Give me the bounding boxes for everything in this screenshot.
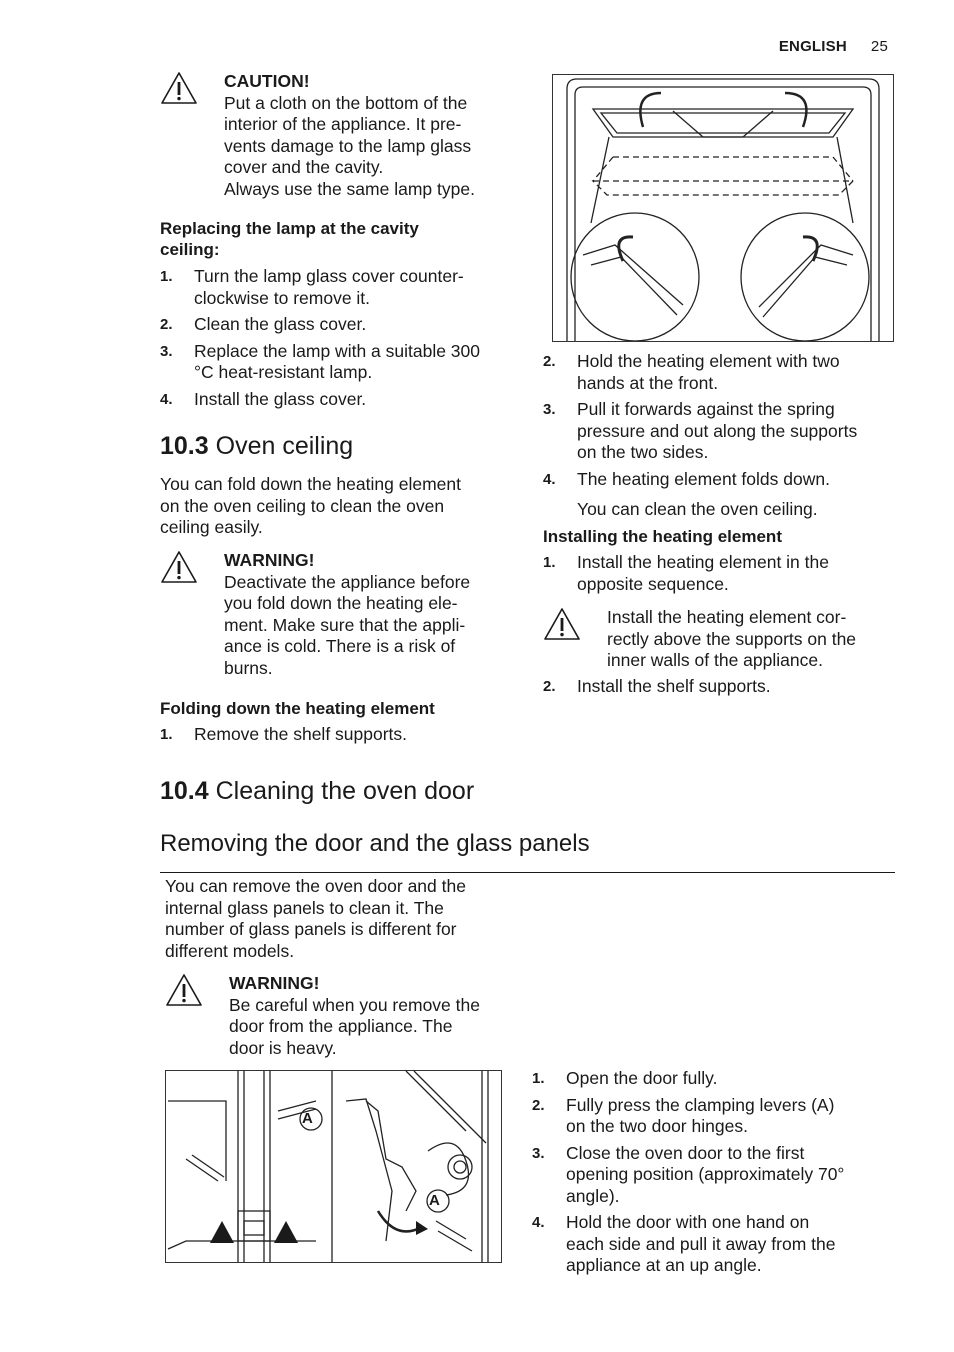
list-item: 3. Replace the lamp with a suitable 300 °C heat-resistant lamp. [160, 340, 481, 382]
oven-ceiling-illustration [552, 74, 894, 342]
lamp-ceiling-heading: Replacing the lamp at the cavity ceiling: [160, 219, 419, 259]
caution-line: Put a cloth on the bottom of the [224, 92, 468, 113]
lever-label-a: A [429, 1192, 440, 1209]
page-header [779, 38, 888, 55]
caution-line: Always use the same lamp type. [224, 178, 475, 199]
list-item: 4. Hold the door with one hand on each side and pull it away from the appliance at an up angle. [532, 1212, 836, 1275]
list-item: 3. Close the oven door to the first opening position (approximately 70° angle). [532, 1142, 845, 1206]
list-item: 1. Open the door fully. [532, 1068, 718, 1088]
header-language: ENGLISH [778, 38, 847, 55]
warning-triangle-icon [543, 607, 581, 641]
fold-steps-list [160, 724, 515, 751]
warning-notice: WARNING! Deactivate the appliance before you fold down the heating ele- ment. Make sure that the appli- ance is cold. There is a risk of burns. [160, 550, 510, 679]
list-item: 4. The heating element folds down. [543, 468, 830, 489]
list-item: 2. Fully press the clamping levers (A) on the two door hinges. [532, 1094, 835, 1136]
warning-triangle-icon [160, 550, 198, 584]
section-10-3-title: 10.3 Oven ceiling [160, 432, 354, 460]
list-item: 1. Remove the shelf supports. [160, 724, 408, 744]
fold-result-note: You can clean the oven ceiling. [577, 499, 818, 519]
install-steps-continued [543, 676, 898, 703]
list-item: 2. Install the shelf supports. [543, 676, 771, 696]
door-removal-subtitle: Removing the door and the glass panels [160, 830, 590, 857]
fold-down-heading: Folding down the heating element [160, 699, 435, 718]
page-number: 25 [870, 38, 888, 55]
list-item: 2. Hold the heating element with two hands at the front. [543, 351, 840, 393]
list-item: 1. Install the heating element in the opposite sequence. [543, 552, 829, 594]
door-hinge-illustration [165, 1070, 502, 1263]
section-10-3-intro: You can fold down the heating element on the oven ceiling to clean the oven ceiling easily. [160, 474, 461, 537]
heating-element-diagram [553, 75, 893, 341]
caution-title: CAUTION! [224, 71, 310, 91]
warning-triangle-icon [160, 71, 198, 105]
door-warning-notice: WARNING! Be careful when you remove the door from the appliance. The door is heavy. [165, 973, 515, 1059]
caution-line: interior of the appliance. It pre- [224, 114, 462, 134]
section-10-4-title: 10.4 Cleaning the oven door [160, 777, 475, 805]
caution-line: vents damage to the lamp glass [224, 135, 472, 156]
lever-label-a: A [302, 1110, 313, 1127]
lamp-steps-list [160, 266, 515, 415]
list-item: 1. Turn the lamp glass cover counter- clockwise to remove it. [160, 266, 464, 308]
install-heading: Installing the heating element [543, 527, 782, 546]
warning-triangle-icon [165, 973, 203, 1007]
list-item: 4. Install the glass cover. [160, 388, 367, 409]
fold-steps-continued [543, 351, 898, 495]
section-divider [160, 872, 895, 873]
door-removal-steps [532, 1068, 897, 1282]
door-intro: You can remove the oven door and the internal glass panels to clean it. The number of glass panels is different for different models. [165, 876, 466, 961]
install-steps-list [543, 552, 898, 600]
door-hinge-diagram [166, 1071, 501, 1262]
caution-notice [160, 71, 510, 200]
warning-title: WARNING! [224, 550, 315, 570]
list-item: 2. Clean the glass cover. [160, 314, 367, 334]
caution-line: cover and the cavity. [224, 157, 384, 177]
install-notice: Install the heating element cor- rectly above the supports on the inner walls of the appliance. [543, 607, 898, 672]
list-item: 3. Pull it forwards against the spring pressure and out along the supports on the two sides. [543, 399, 858, 462]
